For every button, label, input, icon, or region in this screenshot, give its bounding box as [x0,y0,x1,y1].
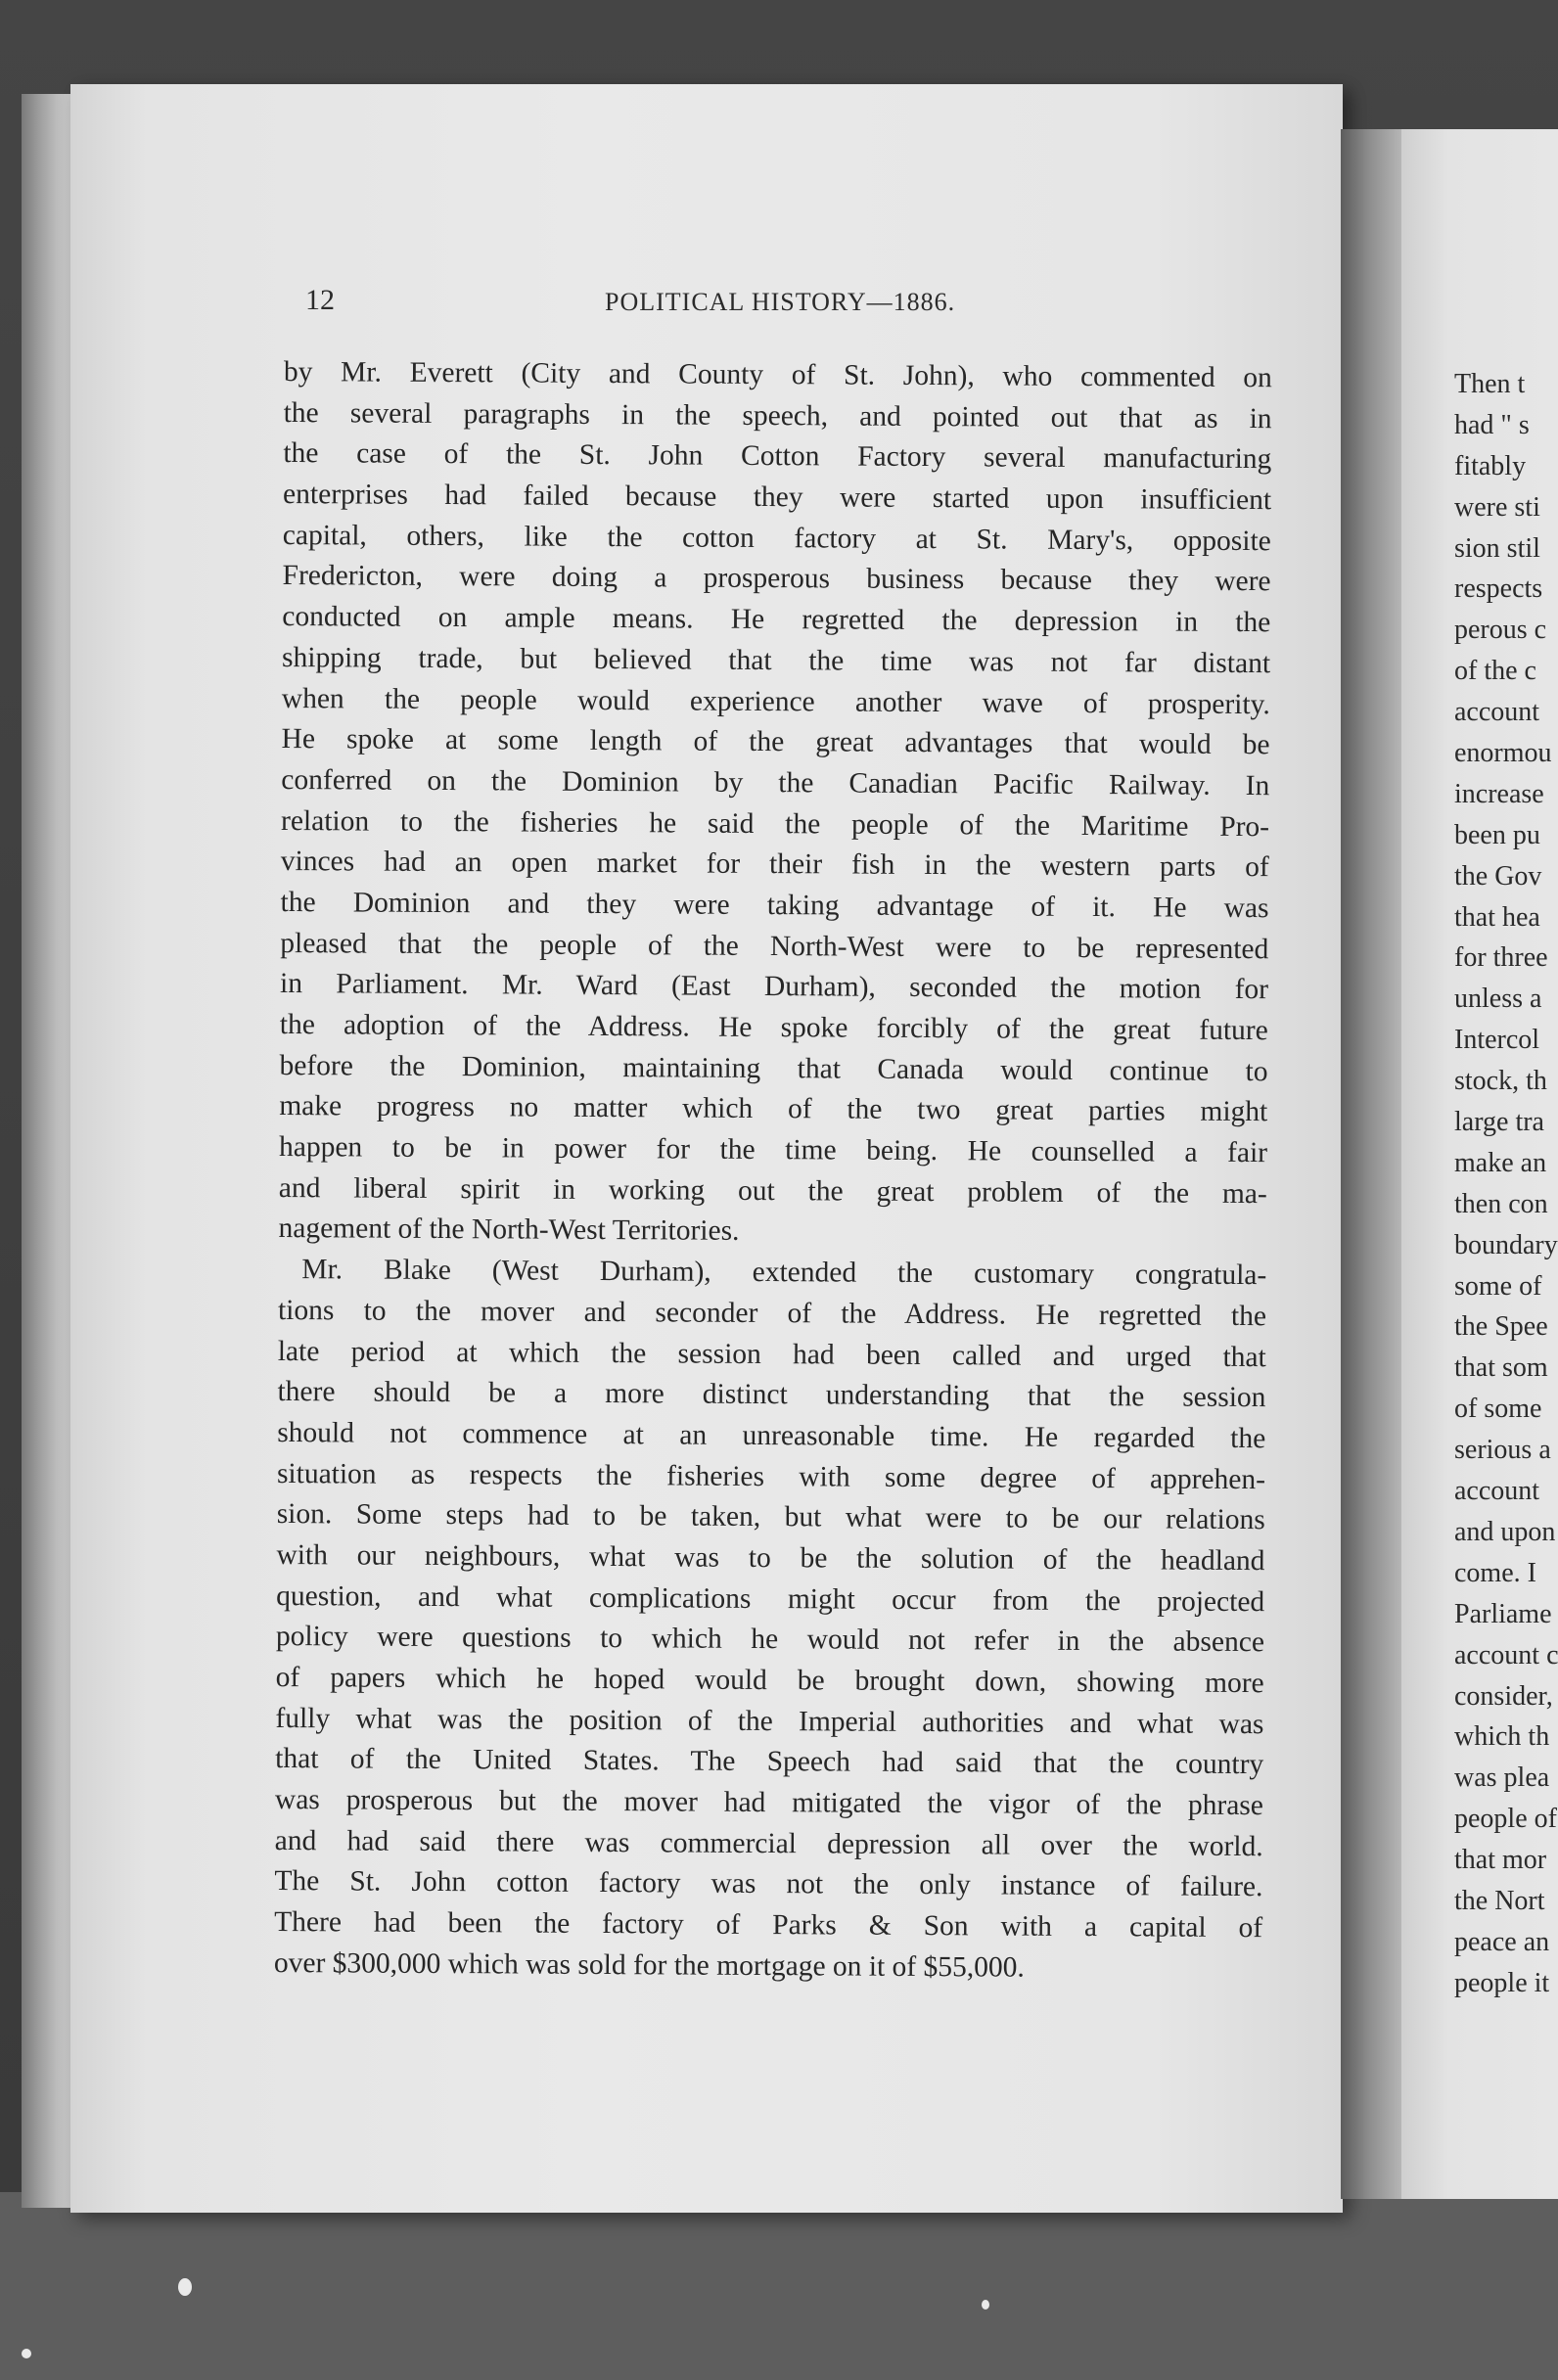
text-line: over $300,000 which was sold for the mortgage on it of $55,000. [273,1946,1025,1984]
text-line: make progress no matter which of the two great parties might [279,1090,1268,1128]
facing-text-line: then con [1454,1188,1548,1219]
text-line: there should be a more distinct understanding that the session [277,1376,1266,1414]
facing-text-line: for three [1454,942,1548,974]
text-line: of papers which he hoped would be brought down, showing more [275,1661,1264,1700]
facing-text-line: account c [1454,1639,1558,1671]
text-line: pleased that the people of the North-West were to be represented [280,927,1269,965]
text-line: happen to be in power for the time being. He counselled a fair [278,1131,1268,1169]
page-number: 12 [305,284,335,316]
facing-text-line: the Gov [1454,860,1542,892]
text-line: sion. Some steps had to be taken, but what were to be our relations [276,1498,1265,1536]
facing-text-line: and upon [1454,1516,1556,1547]
body-text [274,352,1272,1991]
text-line: with our neighbours, what was to be the solution of the headland [276,1538,1265,1578]
text-line: relation to the fisheries he said the people of the Maritime Pro- [280,804,1270,843]
text-line: and had said there was commercial depression all over the world. [274,1824,1263,1862]
text-line: fully what was the position of the Imperial authorities and what was [275,1702,1264,1740]
text-line: late period at which the session had been called and urged that [277,1335,1266,1373]
running-head: POLITICAL HISTORY—1886. [605,288,956,316]
text-line: Mr. Blake (West Durham), extended the customary congratula- [301,1254,1267,1292]
facing-text-line: consider, [1454,1680,1553,1712]
facing-text-line: Then t [1454,369,1526,399]
facing-text-line: people it [1454,1967,1550,1998]
facing-text-line: perous c [1454,615,1547,646]
text-line: The St. John cotton factory was not the only instance of failure. [274,1865,1263,1903]
facing-text-line: been pu [1454,819,1540,850]
facing-text-line: enormou [1454,738,1552,769]
text-line: and liberal spirit in working out the great problem of the ma- [278,1171,1267,1210]
book-gutter [1341,129,1403,2199]
facing-text-line: that som [1454,1352,1548,1384]
text-line: question, and what complications might occur from the projected [276,1579,1265,1618]
facing-text-line: were sti [1454,491,1540,523]
text-line: the case of the St. John Cotton Factory several manufacturing [283,437,1272,476]
facing-text-line: was plea [1454,1762,1550,1794]
facing-page-text [1454,364,1558,2004]
facing-text-line: stock, th [1454,1066,1547,1097]
text-line: in Parliament. Mr. Ward (East Durham), seconded the motion for [279,968,1269,1006]
text-line: There had been the factory of Parks & Son with a capital of [274,1906,1263,1945]
facing-text-line: unless a [1454,984,1542,1015]
scanner-bed-strip [0,2192,1558,2380]
facing-text-line: make an [1454,1147,1547,1178]
text-line: by Mr. Everett (City and County of St. John), who commented on [283,355,1272,394]
text-line: when the people would experience another wave of prosperity. [281,682,1270,720]
facing-text-line: the Nort [1454,1885,1545,1916]
text-line: the several paragraphs in the speech, and pointed out that as in [283,396,1272,435]
text-line: situation as respects the fisheries with some degree of apprehen- [276,1457,1266,1495]
text-line: the adoption of the Address. He spoke forcibly of the great future [279,1008,1268,1047]
text-line: conducted on ample means. He regretted the depression in the [282,601,1271,639]
text-line: was prosperous but the mover had mitigated the vigor of the phrase [274,1784,1264,1822]
text-line: conferred on the Dominion by the Canadian Pacific Railway. In [281,763,1270,802]
facing-text-line: sion stil [1454,532,1540,564]
text-line: that of the United States. The Speech had said that the country [275,1743,1264,1781]
text-line: the Dominion and they were taking advantage of it. He was [280,886,1269,925]
facing-text-line: Intercol [1454,1025,1540,1056]
facing-text-line: had " s [1454,409,1530,440]
facing-text-line: that mor [1454,1845,1547,1876]
text-line: tions to the mover and seconder of the Address. He regretted the [277,1294,1267,1332]
text-line: before the Dominion, maintaining that Canada would continue to [279,1049,1268,1087]
facing-text-line: come. I [1454,1557,1536,1588]
text-line: enterprises had failed because they were started upon insufficient [283,479,1272,517]
facing-text-line: account [1454,697,1540,728]
text-line: capital, others, like the cotton factory at St. Mary's, opposite [282,519,1271,557]
text-line: He spoke at some length of the great advantages that would be [281,723,1270,761]
facing-text-line: people of [1454,1804,1557,1835]
text-line: policy were questions to which he would not refer in the absence [275,1621,1265,1659]
page-header [305,284,1264,323]
facing-text-line: boundary [1454,1229,1558,1260]
text-line: nagement of the North-West Territories. [278,1213,740,1248]
facing-text-line: some of [1454,1270,1542,1302]
facing-text-line: of the c [1454,656,1536,687]
facing-text-line: respects [1454,573,1543,605]
text-line: shipping trade, but believed that the time was not far distant [281,641,1271,679]
text-line: vinces had an open market for their fish in the western parts of [280,846,1269,884]
facing-text-line: Parliame [1454,1598,1552,1629]
text-line: should not commence at an unreasonable time. He regarded the [277,1416,1266,1455]
facing-text-line: peace an [1454,1926,1550,1957]
facing-text-line: the Spee [1454,1311,1548,1343]
facing-text-line: large tra [1454,1107,1544,1138]
facing-text-line: serious a [1454,1435,1551,1466]
text-line: Fredericton, were doing a prosperous business because they were [282,560,1271,598]
facing-text-line: fitably [1454,450,1527,481]
facing-text-line: account [1454,1476,1540,1507]
facing-text-line: that hea [1454,901,1540,933]
page-stack-edge [22,94,72,2208]
facing-text-line: increase [1454,778,1544,809]
facing-text-line: which th [1454,1721,1550,1753]
facing-text-line: of some [1454,1394,1542,1425]
